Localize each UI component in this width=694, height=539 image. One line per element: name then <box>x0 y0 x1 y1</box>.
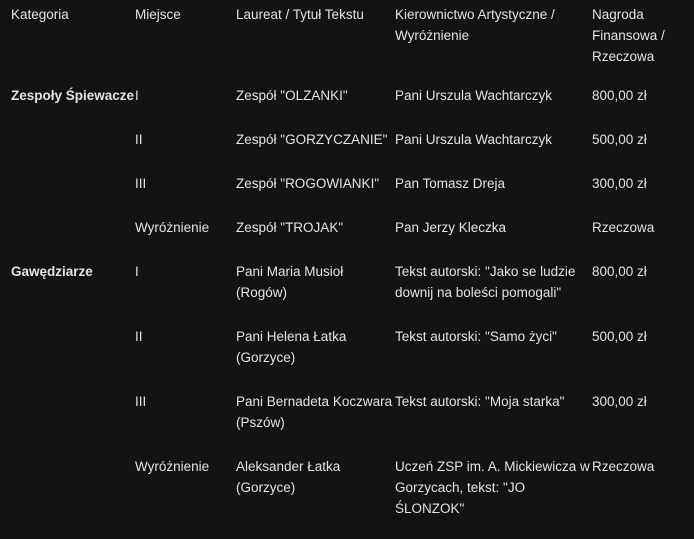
category-cell: Gawędziarze <box>11 264 93 279</box>
place-cell: Wyróżnienie <box>135 459 210 474</box>
prize-cell: 300,00 zł <box>592 394 647 409</box>
header-direction: Kierownictwo Artystyczne / Wyróżnienie <box>395 7 555 43</box>
table-row <box>0 382 694 447</box>
place-cell: Wyróżnienie <box>135 220 210 235</box>
laureate-cell: Aleksander Łatka (Gorzyce) <box>236 459 341 495</box>
prize-cell: 800,00 zł <box>592 88 647 103</box>
laureate-cell: Pani Helena Łatka (Gorzyce) <box>236 329 347 365</box>
place-cell: II <box>135 132 143 147</box>
table-row <box>0 317 694 382</box>
laureate-cell: Zespół "ROGOWIANKI" <box>236 176 380 191</box>
header-category: Kategoria <box>11 7 69 22</box>
table-header-row <box>0 0 694 76</box>
direction-cell: Pan Tomasz Dreja <box>395 176 506 191</box>
category-cell <box>0 382 135 447</box>
direction-cell: Tekst autorski: "Jako se ludzie downij na boleści pomogali" <box>395 264 576 300</box>
prize-cell: Rzeczowa <box>592 220 655 235</box>
category-cell <box>0 447 135 533</box>
category-cell <box>0 317 135 382</box>
direction-cell: Tekst autorski: "Moja starka" <box>395 394 565 409</box>
direction-cell: Pan Jerzy Kleczka <box>395 220 507 235</box>
category-cell <box>0 120 135 164</box>
direction-cell: Pani Urszula Wachtarczyk <box>395 132 553 147</box>
laureate-cell: Pani Bernadeta Koczwara (Pszów) <box>236 394 393 430</box>
prize-cell: Rzeczowa <box>592 459 655 474</box>
category-cell <box>0 164 135 208</box>
place-cell: III <box>135 176 147 191</box>
prize-cell: 500,00 zł <box>592 132 647 147</box>
laureate-cell: Zespół "GORZYCZANIE" <box>236 132 388 147</box>
header-place: Miejsce <box>135 7 181 22</box>
table-row <box>0 120 694 164</box>
prize-cell: 300,00 zł <box>592 176 647 191</box>
prize-cell: 800,00 zł <box>592 264 647 279</box>
category-cell: Zespoły Śpiewacze <box>11 88 135 103</box>
header-prize: Nagroda Finansowa / Rzeczowa <box>592 7 665 64</box>
header-laureate: Laureat / Tytuł Tekstu <box>236 7 364 22</box>
place-cell: III <box>135 394 147 409</box>
direction-cell: Pani Urszula Wachtarczyk <box>395 88 553 103</box>
direction-cell: Tekst autorski: "Samo życi" <box>395 329 557 344</box>
direction-cell: Uczeń ZSP im. A. Mickiewicza w Gorzycach, tekst: "JO ŚLONZOK" <box>395 459 590 516</box>
table-row <box>0 164 694 208</box>
place-cell: I <box>135 264 139 279</box>
place-cell: I <box>135 88 139 103</box>
place-cell: II <box>135 329 143 344</box>
table-row <box>0 208 694 252</box>
laureate-cell: Pani Maria Musioł (Rogów) <box>236 264 344 300</box>
table-row <box>0 76 694 120</box>
table-row <box>0 447 694 533</box>
laureate-cell: Zespół "TROJAK" <box>236 220 344 235</box>
table-row <box>0 252 694 317</box>
prize-cell: 500,00 zł <box>592 329 647 344</box>
laureate-cell: Zespół "OLZANKI" <box>236 88 348 103</box>
category-cell <box>0 208 135 252</box>
